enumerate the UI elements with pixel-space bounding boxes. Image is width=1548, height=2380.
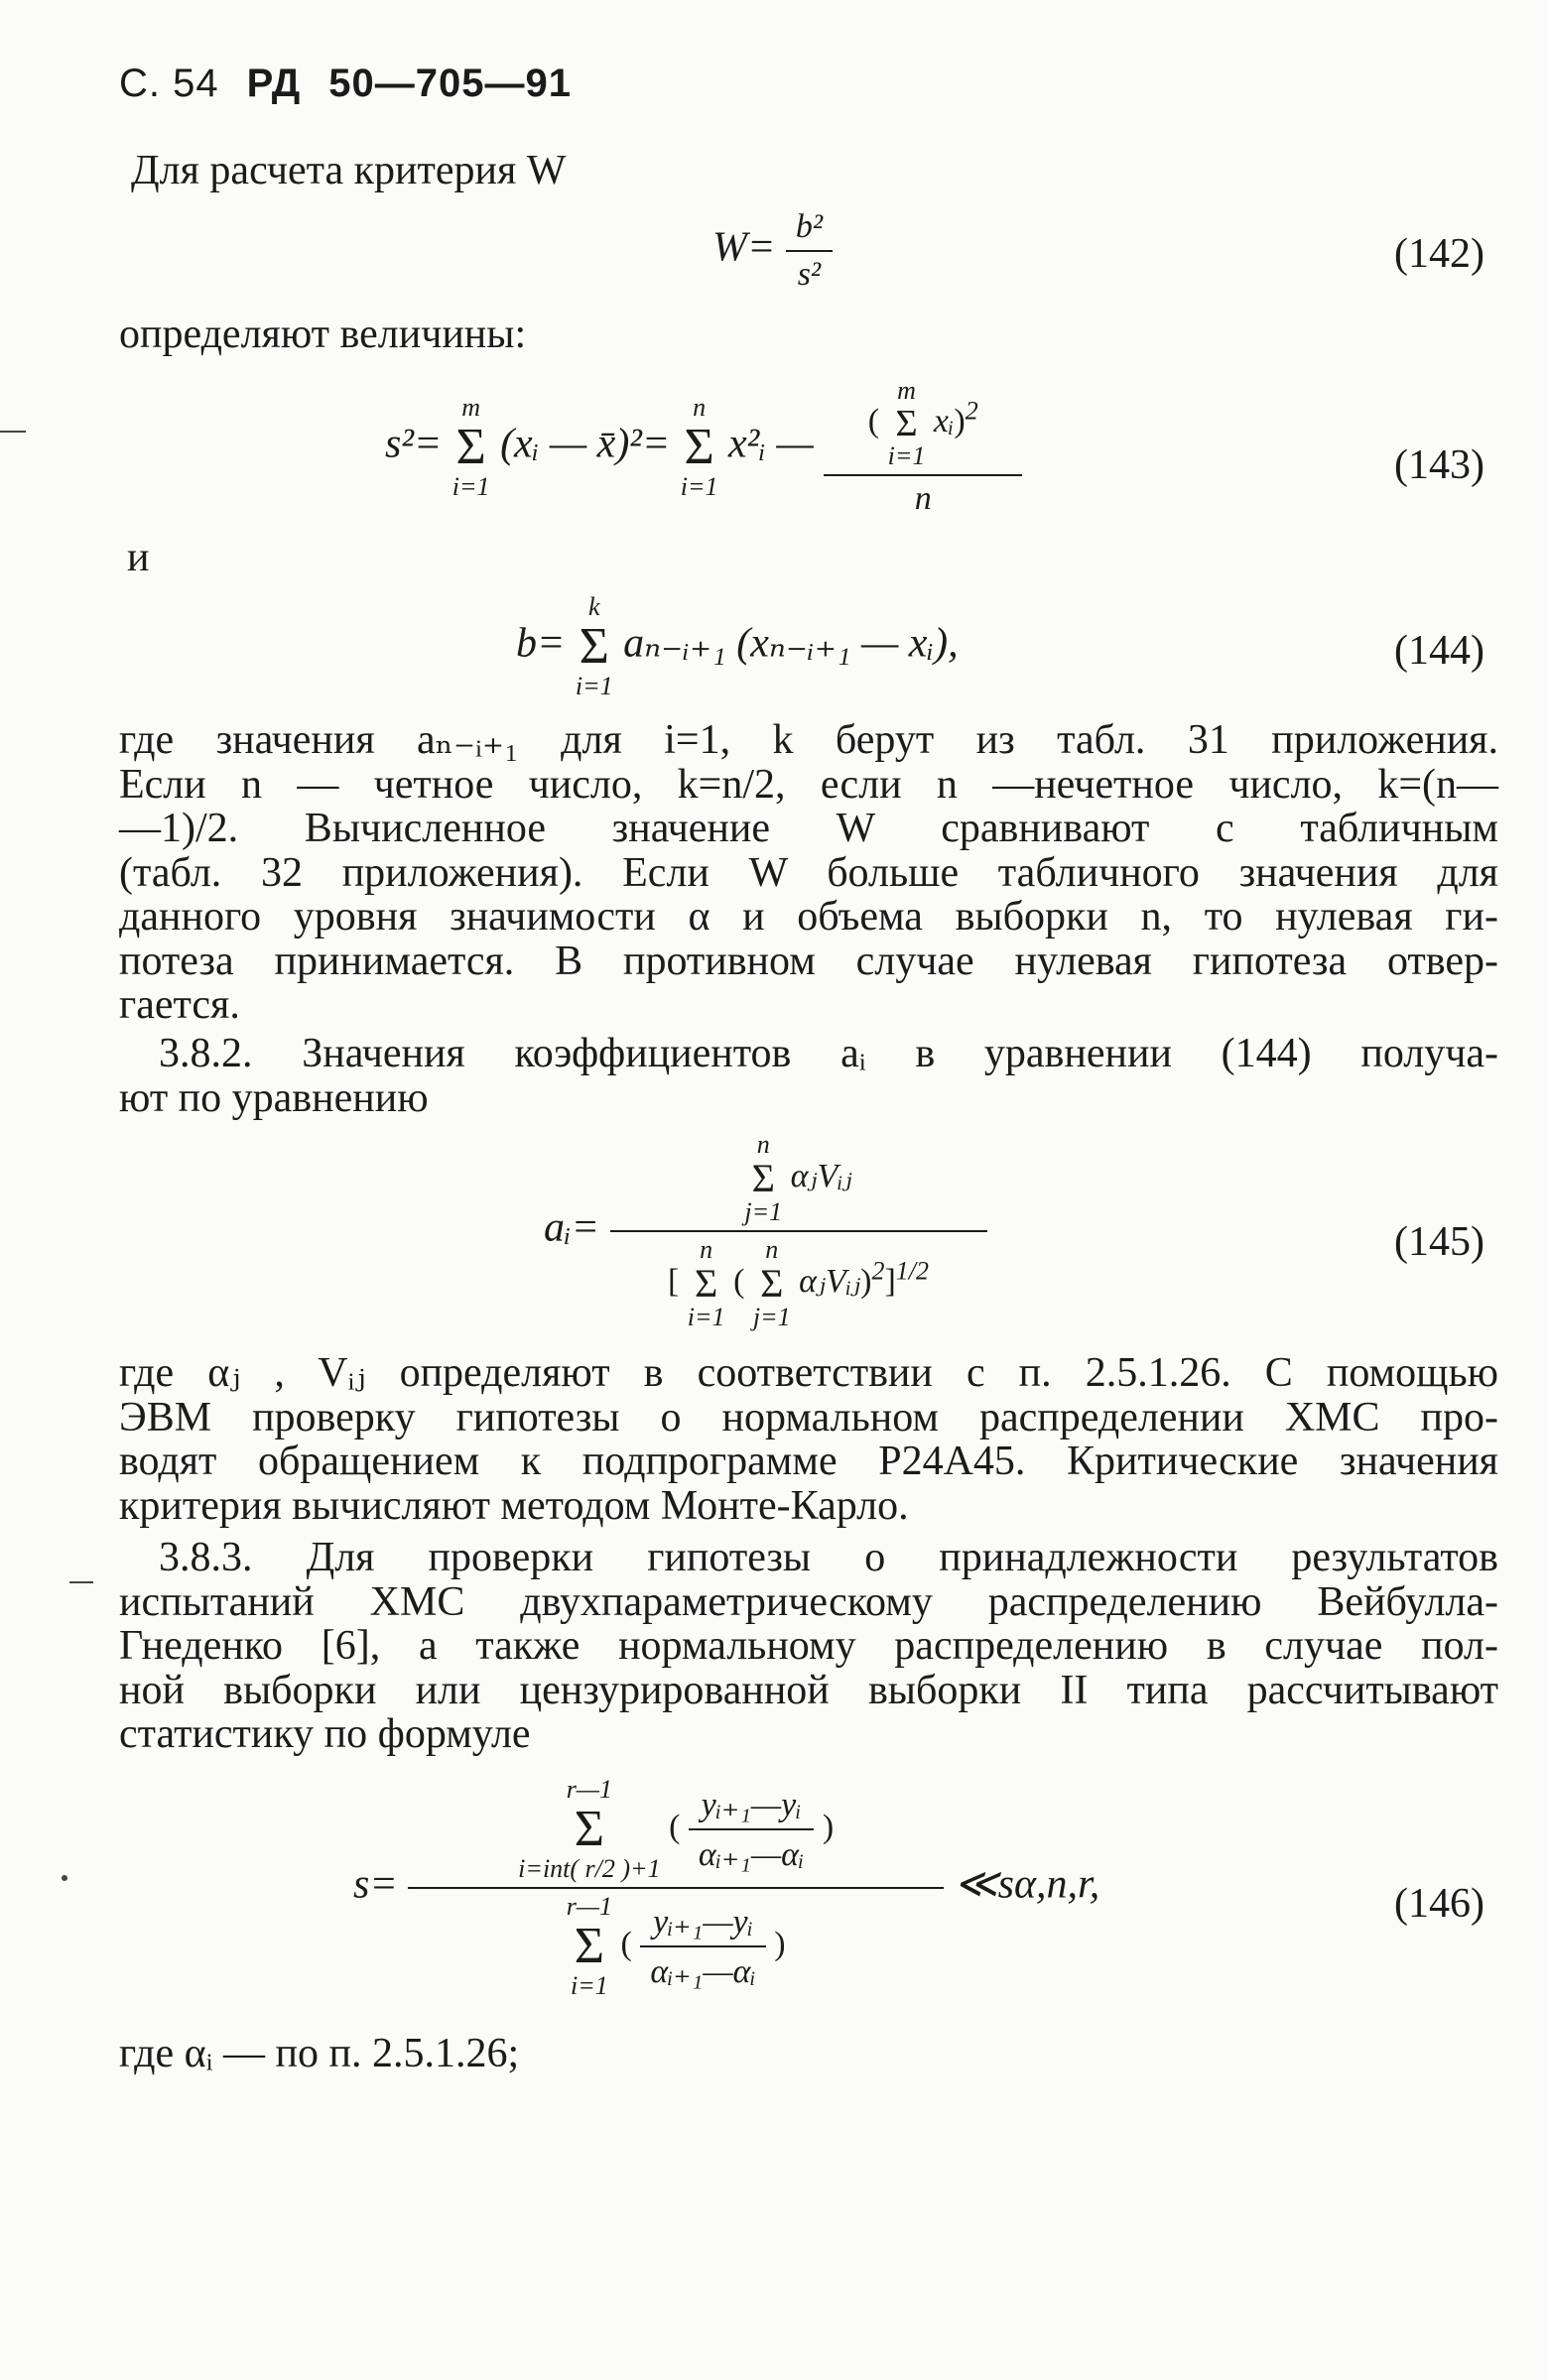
paragraph-line: Гнеденко [6], а также нормальному распределению в случае пол- xyxy=(119,1623,1498,1669)
eq146-fraction: r—1 Σ i=int( r/2 )+1 ( $\frac{\text{yᵢ₊₁—yᵢ}}{\text{αᵢ₊₁—αᵢ}}$ ) r—1 Σ i=1 ( $\frac{\text{yᵢ₊₁—yᵢ}}{\text{αᵢ₊₁—αᵢ}}$ ) xyxy=(408,1776,944,2000)
equation-144 xyxy=(516,593,959,700)
final-line: где αᵢ — по п. 2.5.1.26; xyxy=(119,2031,520,2076)
paragraph-line: где значения aₙ₋ᵢ₊₁ для i=1, k берут из табл. 31 приложения. xyxy=(119,717,1498,763)
eq143-lhs: s²= xyxy=(385,421,443,467)
eq142-fraction xyxy=(786,208,833,294)
paragraph-line: данного уровня значимости α и объема выборки n, то нулевая ги- xyxy=(119,894,1498,939)
eq143-denominator: n xyxy=(914,480,932,517)
eq143-sum2: n Σ i=1 xyxy=(680,393,718,501)
paragraph-line: испытаний ХМС двухпараметрическому распределению Вейбулла- xyxy=(119,1578,1498,1625)
eq144-sum: k Σ i=1 xyxy=(575,592,613,700)
scan-speck xyxy=(69,1581,93,1583)
eq146-rhs: ≪sα,n,r, xyxy=(954,1861,1100,1908)
paragraph-line: критерия вычисляют методом Монте-Карло. xyxy=(119,1482,909,1529)
paragraph-line: статистику по формуле xyxy=(119,1711,531,1757)
equation-143 xyxy=(385,377,1022,518)
paragraph-line: потеза принимается. В противном случае нулевая гипотеза отвер- xyxy=(119,938,1498,984)
eq142-denominator: s² xyxy=(797,256,822,293)
paragraph-3 xyxy=(119,1351,1498,1528)
paragraph-line: 3.8.3. Для проверки гипотезы о принадлежности результатов xyxy=(159,1535,1498,1580)
eq146-lhs: s= xyxy=(353,1861,398,1908)
eq143-sum1: m Σ i=1 xyxy=(452,393,490,501)
eq143-term1: (xᵢ — x̄)²= xyxy=(500,421,671,467)
paragraph-4 xyxy=(119,1536,1498,1757)
eq145-lhs: aᵢ= xyxy=(544,1204,599,1251)
intro-text: Для расчета критерия W xyxy=(131,148,567,193)
eq145-label: (145) xyxy=(1394,1219,1484,1265)
eq144-term: aₙ₋ᵢ₊₁ (xₙ₋ᵢ₊₁ — xᵢ), xyxy=(623,620,959,667)
eq143-label: (143) xyxy=(1394,442,1484,488)
page-number: С. 54 xyxy=(119,62,219,105)
page-header xyxy=(119,62,572,106)
doc-code: РД xyxy=(246,62,302,105)
eq145-fraction: n Σ j=1 αⱼVᵢⱼ [ n Σ i=1 ( n Σ j=1 αⱼVᵢⱼ)$^2$]$^{1/2}$ xyxy=(610,1131,987,1331)
eq143-term2: x²ᵢ — xyxy=(728,421,814,467)
eq142-label: (142) xyxy=(1394,231,1484,277)
equation-145 xyxy=(544,1131,987,1331)
paragraph-line: ЭВМ проверку гипотезы о нормальном распределении ХМС про- xyxy=(119,1394,1498,1441)
paragraph-line: водят обращением к подпрограмме Р24А45. Критические значения xyxy=(119,1439,1498,1484)
doc-number: 50—705—91 xyxy=(328,62,572,105)
define-text: определяют величины: xyxy=(119,312,527,357)
paragraph-line: —1)/2. Вычисленное значение W сравнивают с табличным xyxy=(119,806,1498,851)
scan-speck xyxy=(0,431,26,433)
eq144-lhs: b= xyxy=(516,620,566,667)
eq142-lhs: W= xyxy=(712,224,776,271)
eq143-fraction: ( m Σ i=1 xᵢ)$^2$ n xyxy=(824,377,1022,518)
and-text: и xyxy=(127,535,150,580)
equation-142 xyxy=(712,208,833,294)
eq142-numerator: b² xyxy=(795,208,824,245)
paragraph-line: 3.8.2. Значения коэффициентов aᵢ в уравнении (144) получа- xyxy=(159,1031,1498,1076)
scan-speck xyxy=(62,1875,67,1881)
paragraph-line: Если n — четное число, k=n/2, если n —нечетное число, k=(n— xyxy=(119,761,1498,808)
paragraph-1 xyxy=(119,718,1498,1028)
paragraph-2 xyxy=(119,1032,1498,1120)
paragraph-line: (табл. 32 приложения). Если W больше табличного значения для xyxy=(119,849,1498,896)
paragraph-line: ют по уравнению xyxy=(119,1074,429,1121)
eq146-label: (146) xyxy=(1394,1881,1484,1927)
paragraph-line: гается. xyxy=(119,982,240,1028)
equation-146 xyxy=(353,1776,1099,2000)
paragraph-line: где αⱼ , Vᵢⱼ определяют в соответствии с п. 2.5.1.26. С помощью xyxy=(119,1350,1498,1396)
eq144-label: (144) xyxy=(1394,628,1484,674)
paragraph-line: ной выборки или цензурированной выборки II типа рассчитывают xyxy=(119,1667,1498,1713)
